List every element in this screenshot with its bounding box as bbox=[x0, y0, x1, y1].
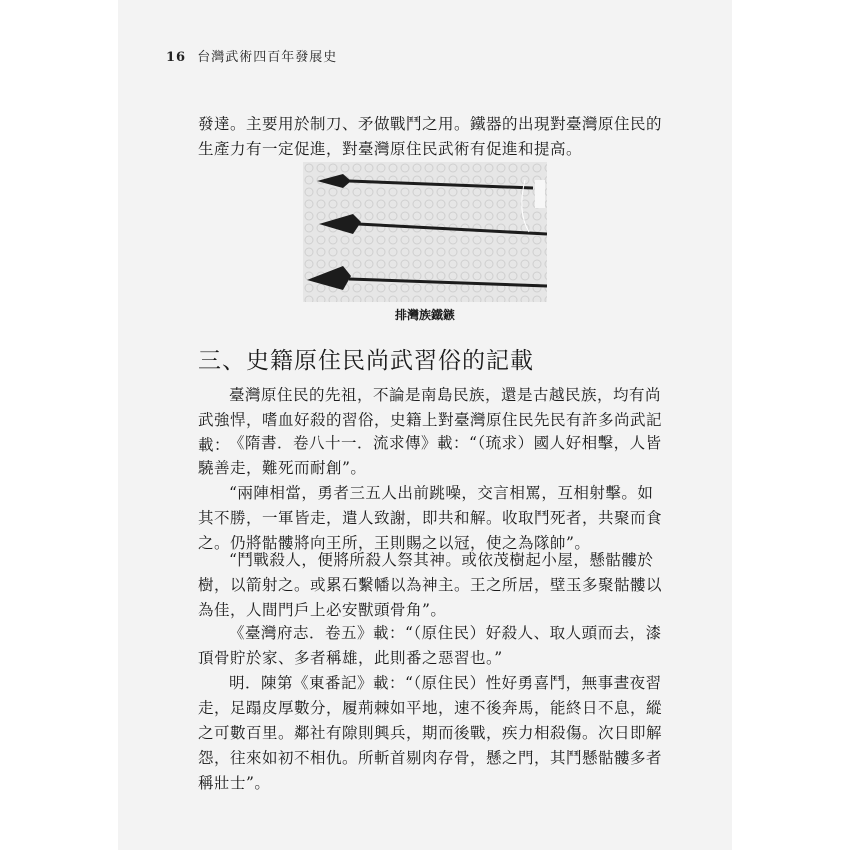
book-title: 台灣武術四百年發展史 bbox=[197, 50, 338, 65]
paper-tag bbox=[535, 180, 545, 208]
running-head bbox=[166, 46, 337, 65]
paragraph-3: “兩陣相當，勇者三五人出前跳噪，交言相罵，互相射擊。如其不勝，一軍皆走，遣人致謝，即共和解。收取鬥死者，共聚而食之。仍將骷髏將向王所，王則賜之以冠，使之為隊帥”。 bbox=[198, 484, 663, 552]
intro-paragraph: 發達。主要用於制刀、矛做戰鬥之用。鐵器的出現對臺灣原住民的生產力有一定促進，對臺灣原住民武術有促進和提高。 bbox=[198, 115, 663, 158]
page-number: 16 bbox=[166, 50, 187, 65]
arrowhead-photo bbox=[303, 162, 547, 302]
section-title: 三、史籍原住民尚武習俗的記載 bbox=[198, 348, 534, 374]
paragraph-2: 《隋書．卷八十一．流求傳》載：“（琉求）國人好相擊，人皆驍善走，難死而耐創”。 bbox=[198, 434, 662, 477]
paragraph-4: “鬥戰殺人，便將所殺人祭其神。或依茂樹起小屋，懸骷髏於樹，以箭射之。或累石繫幡以為神主。王之所居，壁玉多聚骷髏以為佳，人間門戶上必安獸頭骨角”。 bbox=[198, 551, 663, 619]
figure-caption: 排灣族鐵鏃 bbox=[394, 308, 455, 322]
paragraph-1: 臺灣原住民的先祖，不論是南島民族，還是古越民族，均有尚武強悍，嗜血好殺的習俗，史籍上對臺灣原住民先民有許多尚武記載： bbox=[198, 386, 663, 454]
paragraph-5: 《臺灣府志．卷五》載：“（原住民）好殺人、取人頭而去，漆頂骨貯於家、多者稱雄，此則番之惡習也。” bbox=[198, 624, 662, 667]
arrowheads-illustration bbox=[303, 162, 547, 302]
paragraph-6: 明．陳第《東番記》載：“（原住民）性好勇喜鬥，無事晝夜習走，足蹋皮厚數分，履荊棘如平地，速不後奔馬，能終日不息，縱之可數百里。鄰社有隙則興兵，期而後戰，疾力相殺傷。次日即解怨，往來如初不相仇。所斬首剔肉存骨，懸之門，其鬥懸骷髏多者稱壯士”。 bbox=[198, 674, 663, 792]
